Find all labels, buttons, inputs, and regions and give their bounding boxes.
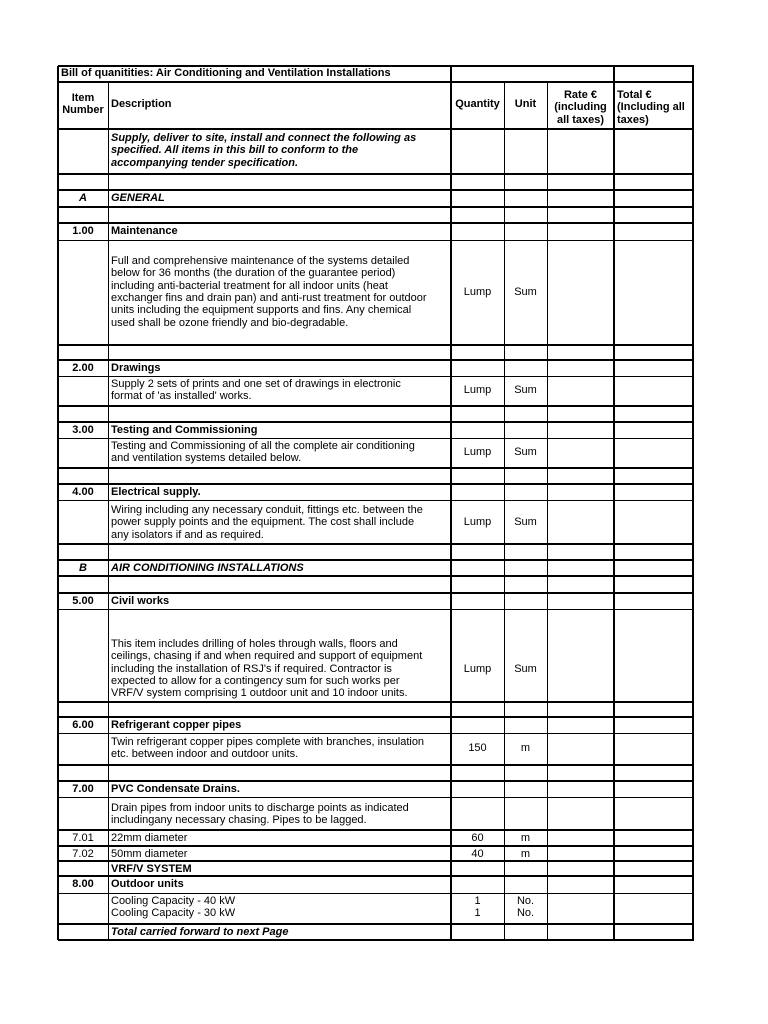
quantity-value: 60 [471,832,484,844]
header-total: (Including all [617,101,685,114]
header-rate: all taxes) [556,113,605,126]
column-border [504,484,505,500]
column-border [504,468,505,484]
row-border [58,829,694,831]
column-border [547,360,548,376]
item-description: This item includes drilling of holes through walls, floors and [111,638,398,650]
column-border [108,576,109,593]
column-border [547,190,548,207]
column-border [504,406,505,422]
column-border [504,797,505,830]
column-border [108,924,109,940]
row-border [58,923,694,925]
row-border [58,716,694,718]
row-border [58,483,694,485]
row-border [58,189,694,191]
item-description: GENERAL [111,192,165,204]
column-border [504,544,505,560]
row-border [58,128,694,130]
column-border [547,422,548,438]
column-border [504,717,505,733]
column-border [108,129,109,174]
unit-value: m [520,832,531,844]
row-border [58,575,694,577]
row-border [58,939,694,941]
column-border [547,174,548,190]
intro-text: Supply, deliver to site, install and connect the following as [111,132,417,144]
item-description: units including the equipment supports and fins. Any chemical [111,304,412,317]
quantity-value: Lump [463,662,492,675]
item-description: AIR CONDITIONING INSTALLATIONS [111,562,304,574]
column-border [547,797,548,830]
column-border [504,765,505,781]
item-description: 50mm diameter [111,848,188,860]
row-border [58,764,694,766]
quantity-value: Lump [463,384,492,397]
column-border [108,240,109,345]
row-border [58,845,694,847]
column-border [547,207,548,223]
item-description: below for 36 months (the duration of the guarantee period) [111,267,396,280]
row-border [58,733,694,734]
column-border [504,207,505,223]
column-border [108,609,109,702]
unit-value: Sum [514,384,537,397]
item-number: 7.00 [72,783,94,795]
header-quantity: Quantity [455,98,500,110]
column-border [108,797,109,830]
column-border [504,360,505,376]
column-border [547,765,548,781]
column-border [547,702,548,717]
column-border [504,609,505,702]
item-number: 5.00 [72,595,94,607]
item-description: including anti-bacterial treatment for all indoor units (heat [111,279,388,292]
column-border [108,702,109,717]
row-border [58,65,694,67]
column-border [108,438,109,468]
column-border [108,345,109,360]
intro-text: accompanying tender specification. [111,156,299,169]
column-border [504,924,505,940]
sheet-title: Bill of quanitities: Air Conditioning and Ventilation Installations [61,67,391,79]
column-border [108,861,109,876]
item-description: Testing and Commissioning of all the complete air conditioning [111,440,415,452]
item-number: 3.00 [72,424,94,436]
row-border [58,359,694,361]
item-description: VRF/V SYSTEM [111,863,192,875]
unit-value: Sum [514,516,537,529]
row-border [58,875,694,877]
unit-value: Sum [514,446,537,459]
column-border [547,924,548,940]
row-border [58,421,694,423]
item-description: 22mm diameter [111,832,188,844]
item-description: and ventilation systems detailed below. [111,452,302,465]
column-border [108,406,109,422]
item-number: 4.00 [72,486,94,498]
header-rate: Rate € [563,89,598,101]
column-border [504,422,505,438]
row-border [58,467,694,469]
column-border [504,174,505,190]
item-description: Full and comprehensive maintenance of the systems detailed [111,255,410,267]
column-border [547,576,548,593]
column-border [504,781,505,797]
row-border [58,344,694,346]
header-item-number: Number [62,104,104,117]
row-border [58,376,694,377]
item-description: etc. between indoor and outdoor units. [111,748,299,761]
item-description: Supply 2 sets of prints and one set of drawings in electronic [111,378,401,390]
item-description: Drain pipes from indoor units to discharge points as indicated [111,802,409,814]
row-border [58,240,694,241]
column-border [108,468,109,484]
column-border [108,174,109,190]
item-number: 7.02 [72,848,94,860]
item-description: power supply points and the equipment. The cost shall include [111,516,415,529]
item-description: Cooling Capacity - 30 kW [111,907,236,920]
column-border [504,593,505,609]
item-description: any isolators if and as required. [111,528,264,541]
row-border [58,500,694,501]
intro-text: specified. All items in this bill to conform to the [111,144,359,157]
quantity-value: 1 [474,895,481,907]
column-border [547,593,548,609]
unit-value: m [520,848,531,860]
item-description: Cooling Capacity - 40 kW [111,895,236,907]
row-border [58,405,694,407]
column-border [450,66,452,940]
item-description: format of 'as installed' works. [111,390,252,403]
column-border [504,876,505,893]
item-description: includingany necessary chasing. Pipes to be lagged. [111,814,367,827]
row-border [58,438,694,439]
item-number: 2.00 [72,362,94,374]
row-border [58,780,694,782]
row-border [58,592,694,594]
item-number: 8.00 [72,878,94,890]
column-border [547,468,548,484]
unit-value: No. [516,895,535,907]
column-border [547,781,548,797]
column-border [108,893,109,924]
column-border [547,544,548,560]
column-border [613,66,615,940]
item-number: 1.00 [72,225,94,237]
column-border [504,345,505,360]
column-border [108,733,109,765]
unit-value: Sum [514,285,537,298]
item-description: Twin refrigerant copper pipes complete with branches, insulation [111,736,425,748]
column-border [108,544,109,560]
item-description: Refrigerant copper pipes [111,719,242,731]
row-border [58,701,694,703]
column-border [547,876,548,893]
quantity-value: Lump [463,285,492,298]
column-border [547,609,548,702]
row-border [58,543,694,545]
column-border [108,207,109,223]
column-border [547,560,548,576]
unit-value: m [520,742,531,755]
column-border [504,223,505,240]
column-border [108,500,109,544]
column-border [504,190,505,207]
item-description: Total carried forward to next Page [111,926,289,938]
item-description: exchanger fins and drain pan) and anti-rust treatment for outdoor [111,291,427,304]
column-border [108,765,109,781]
quantity-value: Lump [463,516,492,529]
item-description: Wiring including any necessary conduit, fittings etc. between the [111,504,423,516]
column-border [504,861,505,876]
column-border [547,717,548,733]
quantity-value: 40 [471,848,484,860]
item-number: B [79,562,87,574]
column-border [547,861,548,876]
row-border [58,559,694,561]
column-border [547,223,548,240]
item-description: Electrical supply. [111,486,201,498]
item-description: PVC Condensate Drains. [111,783,240,795]
row-border [58,206,694,208]
header-description: Description [111,98,172,110]
header-unit: Unit [514,98,537,110]
column-border [547,484,548,500]
column-border [108,376,109,406]
item-description: Civil works [111,595,170,607]
column-border [504,702,505,717]
header-item-number: Item [71,92,95,104]
unit-value: Sum [514,662,537,675]
unit-value: No. [516,907,535,920]
row-border [58,173,694,175]
header-rate: (including [554,101,607,114]
row-border [58,81,694,83]
column-border [547,129,548,174]
item-description: ceilings, chasing if and when required and support of equipment [111,650,423,663]
item-number: 7.01 [72,832,94,844]
column-border [692,66,694,940]
item-description: including the installation of RSJ's if required. Contractor is [111,662,392,675]
row-border [58,797,694,798]
item-description: Maintenance [111,225,178,237]
column-border [547,406,548,422]
column-border [504,560,505,576]
quantity-value: 1 [474,907,481,920]
item-description: used shall be ozone friendly and bio-degradable. [111,316,349,329]
column-border [547,345,548,360]
header-total: Total € [617,89,652,101]
item-description: expected to allow for a contingency sum for such works per [111,674,400,687]
item-number: 6.00 [72,719,94,731]
row-border [58,860,694,862]
quantity-value: 150 [468,742,487,755]
row-border [58,893,694,894]
quantity-value: Lump [463,446,492,459]
row-border [58,609,694,610]
column-border [504,576,505,593]
item-number: A [79,192,87,204]
header-total: taxes) [617,113,649,126]
column-border [504,129,505,174]
row-border [58,222,694,224]
item-description: Outdoor units [111,878,184,890]
item-description: VRF/V system comprising 1 outdoor unit and 10 indoor units. [111,687,408,700]
item-description: Drawings [111,362,161,374]
item-description: Testing and Commissioning [111,424,258,436]
